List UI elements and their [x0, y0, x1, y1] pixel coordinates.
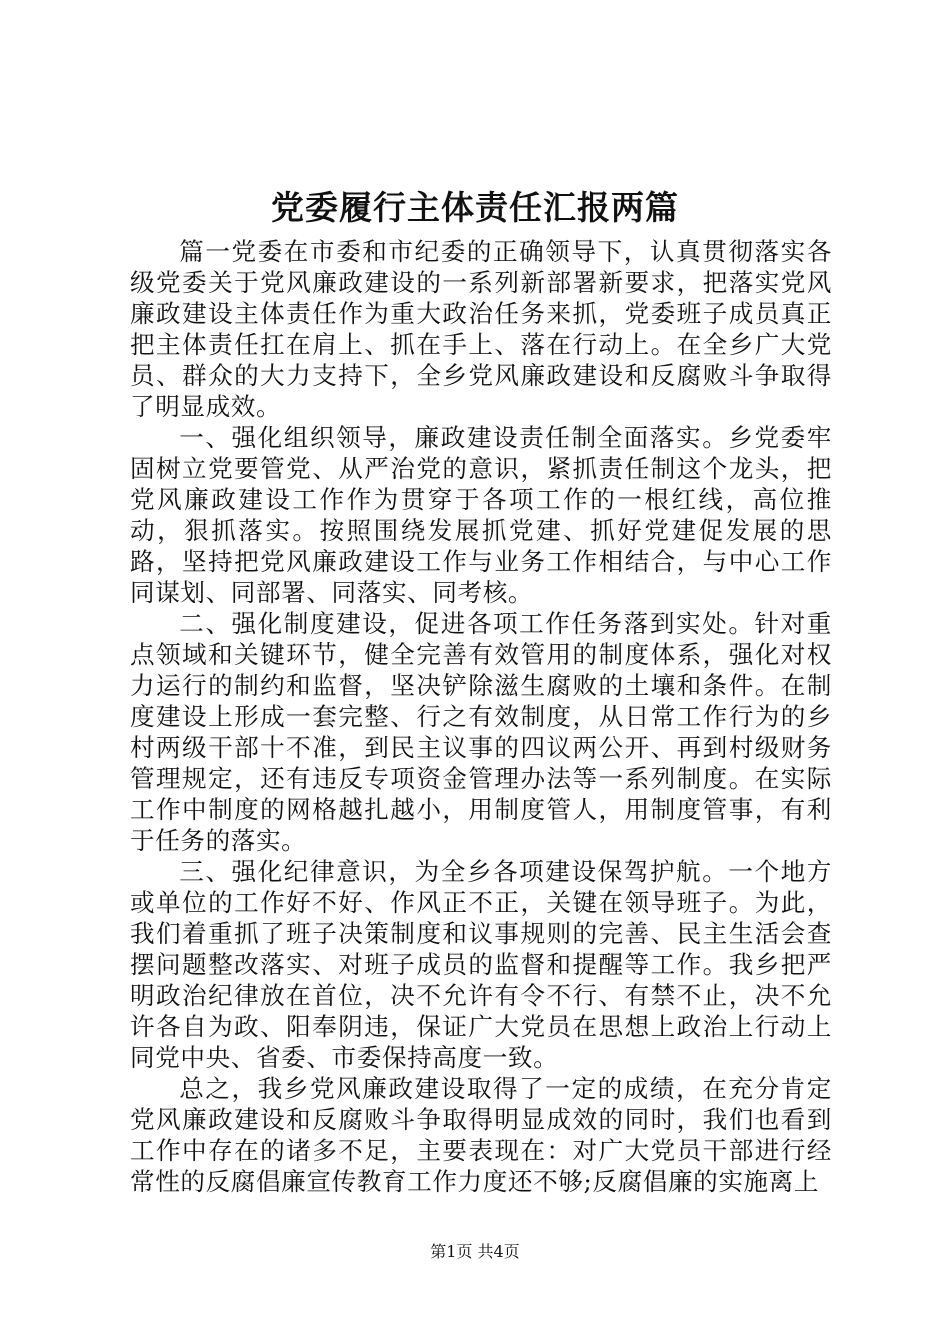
paragraph-section-2: 二、强化制度建设，促进各项工作任务落到实处。针对重点领域和关键环节，健全完善有效管用的制度体系，强化对权力运行的制约和监督，坚决铲除滋生腐败的土壤和条件。在制度建设上形成一套完整、行之有效制度，从日常工作行为的乡村两级干部十不准，到民主议事的四议两公开、再到村级财务管理规定，还有违反专项资金管理办法等一系列制度。在实际工作中制度的网格越扎越小，用制度管人，用制度管事，有利于任务的落实。 — [130, 609, 832, 855]
page-number-footer: 第1页 共4页 — [430, 1242, 520, 1261]
paragraph-section-3: 三、强化纪律意识，为全乡各项建设保驾护航。一个地方或单位的工作好不好、作风正不正，关键在领导班子。为此，我们着重抓了班子决策制度和议事规则的完善、民主生活会查摆问题整改落实、对班子成员的监督和提醒等工作。我乡把严明政治纪律放在首位，决不允许有令不行、有禁不止，决不允许各自为政、阳奉阴违，保证广大党员在思想上政治上行动上同党中央、省委、市委保持高度一致。 — [130, 857, 832, 1072]
document-body — [130, 236, 832, 1197]
document-title: 党委履行主体责任汇报两篇 — [271, 188, 679, 227]
paragraph-intro: 篇一党委在市委和市纪委的正确领导下，认真贯彻落实各级党委关于党风廉政建设的一系列新部署新要求，把落实党风廉政建设主体责任作为重大政治任务来抓，党委班子成员真正把主体责任扛在肩上、抓在手上、落在行动上。在全乡广大党员、群众的大力支持下，全乡党风廉政建设和反腐败斗争取得了明显成效。 — [130, 237, 832, 421]
paragraph-summary: 总之，我乡党风廉政建设取得了一定的成绩，在充分肯定党风廉政建设和反腐败斗争取得明显成效的同时，我们也看到工作中存在的诸多不足，主要表现在：对广大党员干部进行经常性的反腐倡廉宣传教育工作力度还不够;反腐倡廉的实施离上 — [130, 1074, 832, 1196]
paragraph-section-1: 一、强化组织领导，廉政建设责任制全面落实。乡党委牢固树立党要管党、从严治党的意识，紧抓责任制这个龙头，把党风廉政建设工作作为贯穿于各项工作的一根红线，高位推动，狠抓落实。按照围绕发展抓党建、抓好党建促发展的思路，坚持把党风廉政建设工作与业务工作相结合，与中心工作同谋划、同部署、同落实、同考核。 — [130, 423, 832, 607]
